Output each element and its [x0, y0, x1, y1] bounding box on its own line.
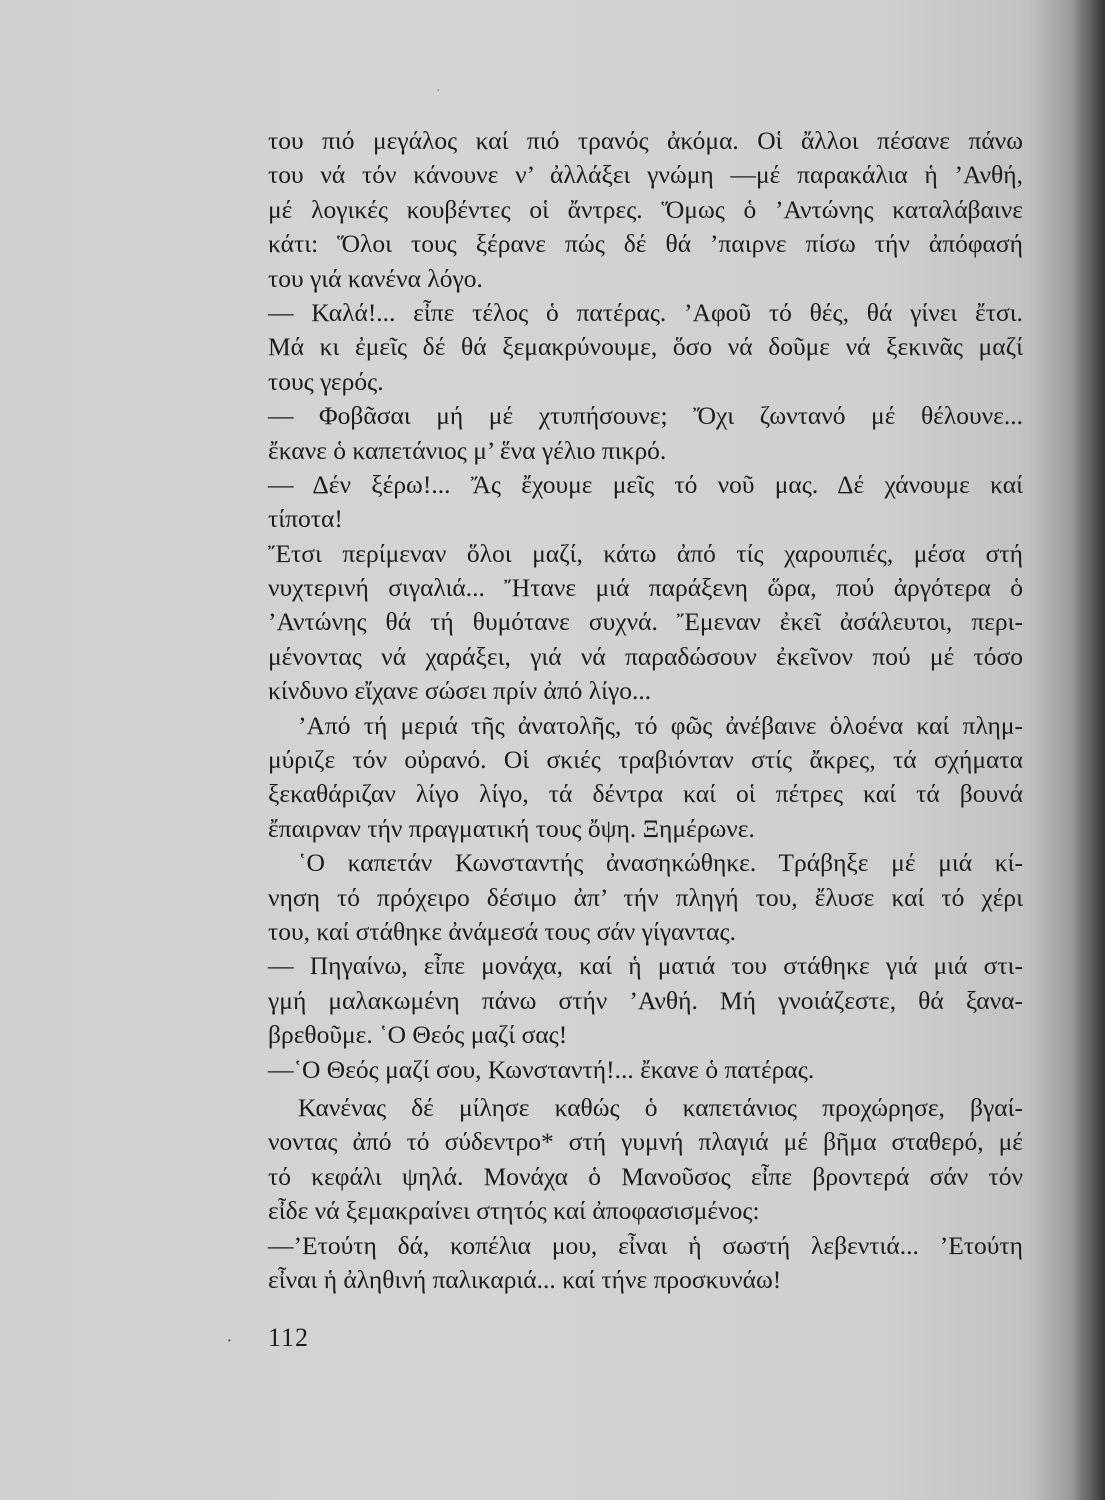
text-line: —῾Ο Θεός μαζί σου, Κωνσταντή!... ἔκανε ὁ πατέρας.: [268, 1054, 815, 1084]
text-line: μύριζε τόν οὐρανό. Οἱ σκιές τραβιόνταν στίς ἄκρες, τά σχήματα: [268, 745, 1023, 775]
text-line: Κανένας δέ μίλησε καθώς ὁ καπετάνιος προχώρησε, βγαί-: [298, 1092, 1023, 1122]
spine-shadow: [1071, 0, 1105, 1500]
body-text: [268, 124, 1023, 1297]
text-line: ξεκαθάριζαν λίγο λίγο, τά δέντρα καί οἱ πέτρες καί τά βουνά: [268, 779, 1023, 809]
text-line: γμή μαλακωμένη πάνω στήν ’Ανθή. Μή γνοιάζεστε, θά ξανα-: [268, 985, 1023, 1015]
text-line: μέ λογικές κουβέντες οἱ ἄντρες. Ὅμως ὁ ’Αντώνης καταλάβαινε: [268, 194, 1023, 224]
text-line: ’Αντώνης θά τή θυμότανε συχνά. Ἔμεναν ἐκεῖ ἀσάλευτοι, περι-: [268, 607, 1023, 637]
text-line: — Φοβᾶσαι μή μέ χτυπήσουνε; Ὄχι ζωντανό μέ θέλουνε...: [268, 401, 1023, 431]
text-line: — Πηγαίνω, εἶπε μονάχα, καί ἡ ματιά του στάθηκε γιά μιά στι-: [268, 951, 1023, 981]
text-line: εἶναι ἡ ἀληθινή παλικαριά... καί τήνε προσκυνάω!: [268, 1264, 782, 1294]
text-line: ἔπαιρναν τήν πραγματική τους ὄψη. Ξημέρωνε.: [268, 813, 755, 843]
text-line: — Καλά!... εἶπε τέλος ὁ πατέρας. ’Αφοῦ τό θές, θά γίνει ἔτσι.: [268, 297, 1023, 327]
text-line: του πιό μεγάλος καί πιό τρανός ἀκόμα. Οἱ ἄλλοι πέσανε πάνω: [268, 126, 1023, 155]
text-line: του γιά κανένα λόγο.: [268, 263, 483, 293]
text-line: τίποτα!: [268, 504, 343, 534]
text-line: τό κεφάλι ψηλά. Μονάχα ὁ Μανοῦσος εἶπε βροντερά σάν τόν: [268, 1161, 1023, 1191]
text-line: —’Ετούτη δά, κοπέλια μου, εἶναι ἡ σωστή λεβεντιά... ’Ετούτη: [268, 1230, 1023, 1260]
text-line: νυχτερινή σιγαλιά... Ἤτανε μιά παράξενη ὥρα, πού ἀργότερα ὁ: [268, 573, 1023, 603]
text-line: μένοντας νά χαράξει, γιά νά παραδώσουν ἐκεῖνον πού μέ τόσο: [268, 641, 1023, 671]
text-line: Ἔτσι περίμεναν ὅλοι μαζί, κάτω ἀπό τίς χαρουπιές, μέσα στή: [268, 538, 1023, 568]
text-line: νοντας ἀπό τό σύδεντρο* στή γυμνή πλαγιά μέ βῆμα σταθερό, μέ: [268, 1127, 1023, 1157]
text-line: νηση τό πρόχειρο δέσιμο ἀπ’ τήν πληγή του, ἔλυσε καί τό χέρι: [268, 882, 1023, 912]
text-line: ῾Ο καπετάν Κωνσταντής ἀνασηκώθηκε. Τράβηξε μέ μιά κί-: [298, 848, 1023, 878]
text-line: κάτι: Ὅλοι τους ξέρανε πώς δέ θά ’παιρνε πίσω τήν ἀπόφασή: [268, 229, 1023, 259]
text-line: ’Από τή μεριά τῆς ἀνατολῆς, τό φῶς ἀνέβαινε ὁλοένα καί πλημ-: [298, 710, 1023, 740]
text-line: — Δέν ξέρω!... Ἄς ἔχουμε μεῖς τό νοῦ μας. Δέ χάνουμε καί: [268, 469, 1023, 499]
text-line: κίνδυνο εἴχανε σώσει πρίν ἀπό λίγο...: [268, 676, 652, 706]
text-line: βρεθοῦμε. ῾Ο Θεός μαζί σας!: [268, 1020, 568, 1050]
margin-mark: ·: [226, 1330, 233, 1352]
speck: ·: [436, 84, 441, 99]
text-line: του νά τόν κάνουνε ν’ ἀλλάξει γνώμη —μέ παρακάλια ἡ ’Ανθή,: [268, 160, 1023, 190]
page-number: 112: [268, 1323, 310, 1352]
text-line: του, καί στάθηκε ἀνάμεσά τους σάν γίγαντας.: [268, 916, 737, 946]
text-line: τους γερός.: [268, 366, 384, 396]
text-line: εἶδε νά ξεμακραίνει στητός καί ἀποφασισμένος:: [268, 1196, 760, 1226]
text-line: ἔκανε ὁ καπετάνιος μ’ ἕνα γέλιο πικρό.: [268, 435, 667, 465]
text-line: Μά κι ἐμεῖς δέ θά ξεμακρύνουμε, ὅσο νά δοῦμε νά ξεκινᾶς μαζί: [268, 332, 1023, 362]
